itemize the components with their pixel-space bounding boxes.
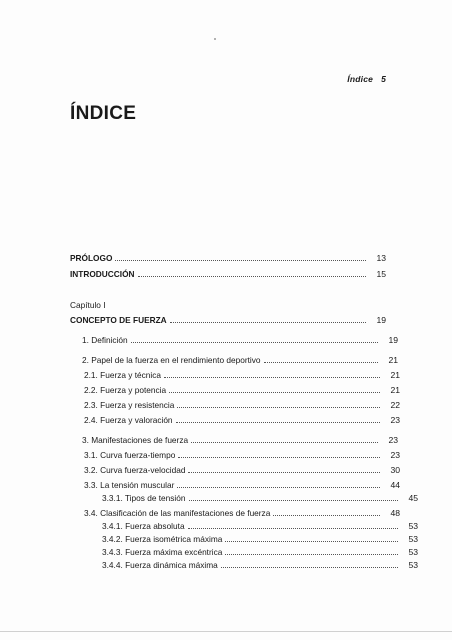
leader-dots xyxy=(188,471,380,473)
toc-entry-page: 21 xyxy=(388,355,398,365)
toc-entry-label: 2.3. Fuerza y resistencia xyxy=(84,400,175,410)
toc-entry[interactable] xyxy=(70,532,418,544)
toc-entry[interactable] xyxy=(70,383,400,395)
toc-entry-page: 19 xyxy=(388,335,398,345)
leader-dots xyxy=(176,421,380,423)
toc-entry-chapter-title[interactable] xyxy=(70,313,386,325)
running-head-title: Índice xyxy=(347,74,374,84)
toc-entry-introduccion[interactable] xyxy=(70,267,386,279)
leader-dots xyxy=(115,259,366,261)
toc-entry-page: 48 xyxy=(390,508,400,518)
toc-entry-page: 44 xyxy=(390,480,400,490)
toc-entry-page: 53 xyxy=(408,547,418,557)
leader-dots xyxy=(178,456,380,458)
leader-dots xyxy=(164,376,380,378)
leader-dots xyxy=(170,321,366,323)
toc-entry-label: 1. Definición xyxy=(82,335,128,345)
toc-entry-page: 22 xyxy=(390,400,400,410)
chapter-label: Capítulo I xyxy=(70,300,106,310)
toc-entry[interactable] xyxy=(70,519,418,531)
leader-dots xyxy=(131,341,378,343)
leader-dots xyxy=(169,391,380,393)
toc-entry-page: 53 xyxy=(408,534,418,544)
toc-entry[interactable] xyxy=(70,463,400,475)
page-title: ÍNDICE xyxy=(70,103,137,124)
toc-entry-label: 3.3.1. Tipos de tensión xyxy=(102,493,186,503)
toc-entry-page: 30 xyxy=(390,465,400,475)
toc-entry-label: CONCEPTO DE FUERZA xyxy=(70,315,167,325)
toc-entry-label: 3.3. La tensión muscular xyxy=(84,480,175,490)
toc-entry-label: 3.4.4. Fuerza dinámica máxima xyxy=(102,560,218,570)
leader-dots xyxy=(177,486,380,488)
toc-entry-page: 23 xyxy=(390,450,400,460)
leader-dots xyxy=(221,566,398,568)
toc-entry-label: 3.4. Clasificación de las manifestaciones de fuerza xyxy=(84,508,271,518)
toc-entry-page: 21 xyxy=(390,385,400,395)
page-edge xyxy=(0,631,452,632)
leader-dots xyxy=(188,527,398,529)
leader-dots xyxy=(264,361,379,363)
leader-dots xyxy=(138,275,366,277)
toc-entry[interactable] xyxy=(70,398,400,410)
toc-entry[interactable] xyxy=(70,506,400,518)
toc-entry-label: 3.2. Curva fuerza-velocidad xyxy=(84,465,186,475)
toc-entry[interactable] xyxy=(70,333,398,345)
running-head-page-number: 5 xyxy=(381,74,386,84)
toc-entry[interactable] xyxy=(70,545,418,557)
toc-entry-prologo[interactable] xyxy=(70,251,386,263)
toc-entry-label: 3.1. Curva fuerza-tiempo xyxy=(84,450,176,460)
toc-entry-label: INTRODUCCIÓN xyxy=(70,269,135,279)
toc-entry-label: 3.4.3. Fuerza máxima excéntrica xyxy=(102,547,223,557)
toc-entry[interactable] xyxy=(70,558,418,570)
toc-entry-page: 19 xyxy=(376,315,386,325)
toc-entry-label: 2.1. Fuerza y técnica xyxy=(84,370,162,380)
toc-entry[interactable] xyxy=(70,478,400,490)
toc-entry[interactable] xyxy=(70,413,400,425)
scan-speck xyxy=(214,38,216,40)
toc-entry-label: 3.4.2. Fuerza isométrica máxima xyxy=(102,534,223,544)
toc-entry[interactable] xyxy=(70,448,400,460)
leader-dots xyxy=(225,540,398,542)
toc-entry-page: 53 xyxy=(408,560,418,570)
toc-entry-label: 2. Papel de la fuerza en el rendimiento deportivo xyxy=(82,355,261,365)
toc-entry[interactable] xyxy=(70,368,400,380)
leader-dots xyxy=(273,514,380,516)
toc-entry-label: 2.4. Fuerza y valoración xyxy=(84,415,173,425)
toc-entry-page: 23 xyxy=(390,415,400,425)
toc-entry-page: 21 xyxy=(390,370,400,380)
toc-entry[interactable] xyxy=(70,491,418,503)
toc-entry-page: 13 xyxy=(376,253,386,263)
leader-dots xyxy=(191,441,378,443)
leader-dots xyxy=(177,406,380,408)
toc-entry-page: 23 xyxy=(388,435,398,445)
toc-entry-label: PRÓLOGO xyxy=(70,253,113,263)
leader-dots xyxy=(225,553,398,555)
toc-entry-page: 15 xyxy=(376,269,386,279)
toc-entry[interactable] xyxy=(70,353,398,365)
toc-entry[interactable] xyxy=(70,433,398,445)
toc-entry-page: 45 xyxy=(408,493,418,503)
toc-entry-page: 53 xyxy=(408,521,418,531)
toc-entry-label: 3.4.1. Fuerza absoluta xyxy=(102,521,185,531)
toc-entry-label: 3. Manifestaciones de fuerza xyxy=(82,435,189,445)
leader-dots xyxy=(189,499,399,501)
running-head xyxy=(347,74,386,84)
toc-entry-label: 2.2. Fuerza y potencia xyxy=(84,385,167,395)
